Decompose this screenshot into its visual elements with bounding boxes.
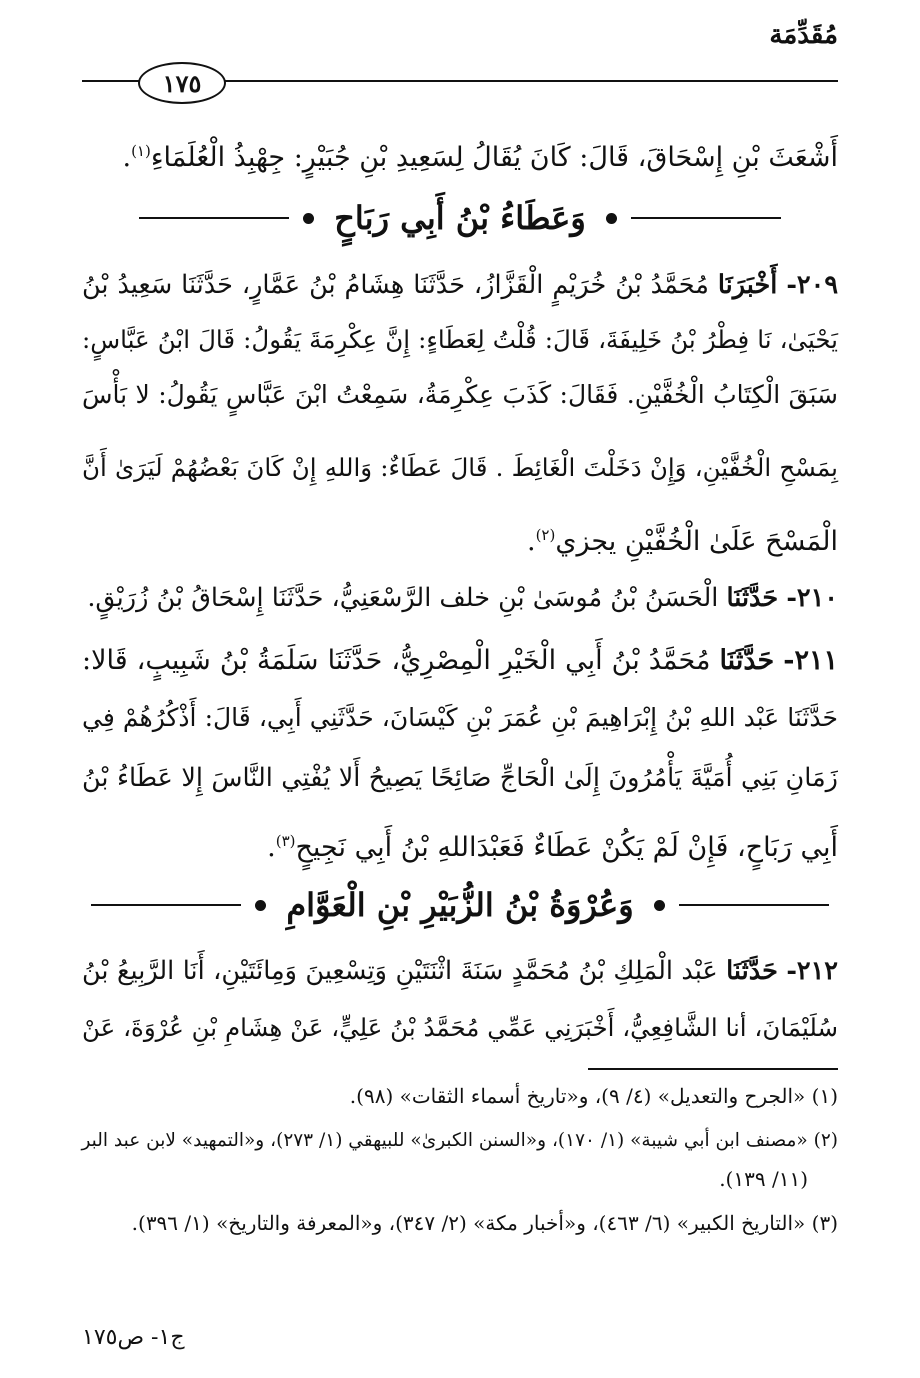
running-head: مُقَدِّمَة bbox=[769, 20, 838, 50]
heading-title: وَعَطَاءُ بْنُ أَبِي رَبَاحٍ bbox=[334, 199, 586, 237]
text: مُحَمَّدُ بْنُ خُرَيْمٍ الْقَزَّازُ، حَدَّثَنَا هِشَامُ بْنُ عَمَّارٍ، حَدَّثَنَا سَعِيدُ بْنُ bbox=[82, 270, 709, 300]
bullet-icon bbox=[606, 213, 617, 224]
text-end: . bbox=[526, 526, 536, 557]
hadith-number: ٢٠٩- bbox=[786, 270, 839, 300]
keyword: حَدَّثَنَا bbox=[726, 583, 779, 613]
bullet-icon bbox=[255, 900, 266, 911]
paragraph-211-line-4 bbox=[82, 818, 838, 871]
paragraph-209-line-4: بِمَسْحِ الْخُفَّيْنِ، وَإِنْ دَخَلْتَ الْغَائِطَ . قَالَ عَطَاءٌ: وَاللهِ إِنْ كَانَ بَعْضُهُمْ لَيَرَىٰ أَنَّ bbox=[82, 453, 838, 482]
paragraph-211-line-3: زَمَانِ بَنِي أُمَيَّةَ يَأْمُرُونَ إِلَىٰ الْحَاجِّ صَائِحًا يَصِيحُ أَلا يُفْتِي النَّاسَ إِلا عَطَاءُ بْنُ bbox=[82, 763, 838, 793]
paragraph-209-line-5 bbox=[82, 512, 838, 565]
footnote-ref-1[interactable]: (١) bbox=[131, 142, 151, 160]
paragraph-211-line-2: حَدَّثَنَا عَبْد اللهِ بْنُ إِبْرَاهِيمَ بْنِ عُمَرَ بْنِ كَيْسَانَ، حَدَّثَنِي أَبِي، قَالَ: أَذْكُرُهُمْ فِي bbox=[82, 703, 838, 732]
heading-rule bbox=[631, 217, 781, 219]
heading-rule bbox=[91, 904, 241, 906]
text: الْحَسَنُ بْنُ مُوسَىٰ بْنِ خلف الرَّسْعَنِيُّ، حَدَّثَنَا إِسْحَاقُ بْنُ زُرَيْقٍ. bbox=[87, 583, 719, 613]
paragraph-211-line-1 bbox=[82, 638, 838, 684]
page-reference: ج١- ص١٧٥ bbox=[82, 1325, 185, 1350]
hadith-number: ٢١٢- bbox=[786, 956, 838, 986]
page-number-text: ١٧٥ bbox=[162, 68, 202, 98]
page-number bbox=[138, 62, 226, 104]
footnote-2: (٢) «مصنف ابن أبي شيبة» (١/ ١٧٠)، و«السنن الكبرىٰ» للبيهقي (١/ ٢٧٣)، و«التمهيد» لابن عبد البر bbox=[81, 1130, 838, 1151]
paragraph-209-line-3: سَبَقَ الْكِتَابُ الْخُفَّيْنِ. فَقَالَ: كَذَبَ عِكْرِمَةُ، سَمِعْتُ ابْنَ عَبَّاسٍ يَقُولُ: لا بَأْسَ bbox=[82, 380, 838, 409]
text: أَشْعَثَ بْنِ إِسْحَاقَ، قَالَ: كَانَ يُقَالُ لِسَعِيدِ بْنِ جُبَيْرٍ: جِهْبِذُ الْعُلَمَاءِ bbox=[150, 142, 838, 173]
text: الْمَسْحَ عَلَىٰ الْخُفَّيْنِ يجزي bbox=[555, 526, 838, 557]
section-heading-ata bbox=[82, 193, 838, 243]
section-heading-urwa bbox=[82, 880, 838, 930]
footnote-ref-3[interactable]: (٣) bbox=[275, 832, 296, 850]
bullet-icon bbox=[303, 213, 314, 224]
paragraph-212-line-2: سُلَيْمَانَ، أنا الشَّافِعِيُّ، أَخْبَرَنِي عَمِّي مُحَمَّدُ بْنُ عَلِيٍّ، عَنْ هِشَامِ بْنِ عُرْوَةَ، عَنْ bbox=[82, 1013, 838, 1042]
footnote-separator bbox=[588, 1068, 838, 1070]
hadith-number: ٢١٠- bbox=[786, 583, 838, 613]
footnote-2-continued: (١١/ ١٣٩). bbox=[719, 1167, 808, 1191]
paragraph-210-line-1 bbox=[82, 575, 838, 621]
text: عَبْد الْمَلِكِ بْنُ مُحَمَّدٍ سَنَةَ اثْنَتَيْنِ وَتِسْعِينَ وَمِائَتَيْنِ، أَنَا الرَّبِيعُ بْنُ bbox=[82, 956, 718, 986]
keyword: أَخْبَرَنَا bbox=[717, 270, 778, 300]
text: أَبِي رَبَاحٍ، فَإِنْ لَمْ يَكُنْ عَطَاءٌ فَعَبْدَاللهِ بْنُ أَبِي نَجِيحٍ bbox=[295, 832, 838, 863]
text-end: . bbox=[267, 832, 276, 863]
text-end: . bbox=[122, 142, 132, 173]
text-line-1 bbox=[82, 128, 838, 181]
keyword: حَدَّثَنَا bbox=[726, 956, 778, 986]
footnote-3: (٣) «التاريخ الكبير» (٦/ ٤٦٣)، و«أخبار مكة» (٢/ ٣٤٧)، و«المعرفة والتاريخ» (١/ ٣٩٦). bbox=[131, 1211, 838, 1235]
bullet-icon bbox=[654, 900, 665, 911]
heading-rule bbox=[139, 217, 289, 219]
paragraph-209-line-2: يَحْيَىٰ، نَا فِطْرُ بْنُ خَلِيفَةَ، قَالَ: قُلْتُ لِعَطَاءٍ: إِنَّ عِكْرِمَةَ يَقُولُ: قَالَ ابْنُ عَبَّاسٍ: bbox=[82, 325, 838, 354]
keyword: حَدَّثَنَا bbox=[719, 645, 775, 676]
paragraph-212-line-1 bbox=[82, 948, 838, 994]
heading-title: وَعُرْوَةُ بْنُ الزُّبَيْرِ بْنِ الْعَوَّامِ bbox=[286, 886, 634, 924]
paragraph-209-line-1 bbox=[82, 262, 838, 308]
heading-rule bbox=[679, 904, 829, 906]
footnote-ref-2[interactable]: (٢) bbox=[535, 526, 556, 544]
footnote-1: (١) «الجرح والتعديل» (٤/ ٩)، و«تاريخ أسماء الثقات» (٩٨). bbox=[349, 1084, 838, 1108]
text: مُحَمَّدُ بْنُ أَبِي الْخَيْرِ الْمِصْرِيُّ، حَدَّثَنَا سَلَمَةُ بْنُ شَبِيبٍ، قَالا: bbox=[82, 645, 711, 676]
hadith-number: ٢١١- bbox=[783, 645, 838, 676]
